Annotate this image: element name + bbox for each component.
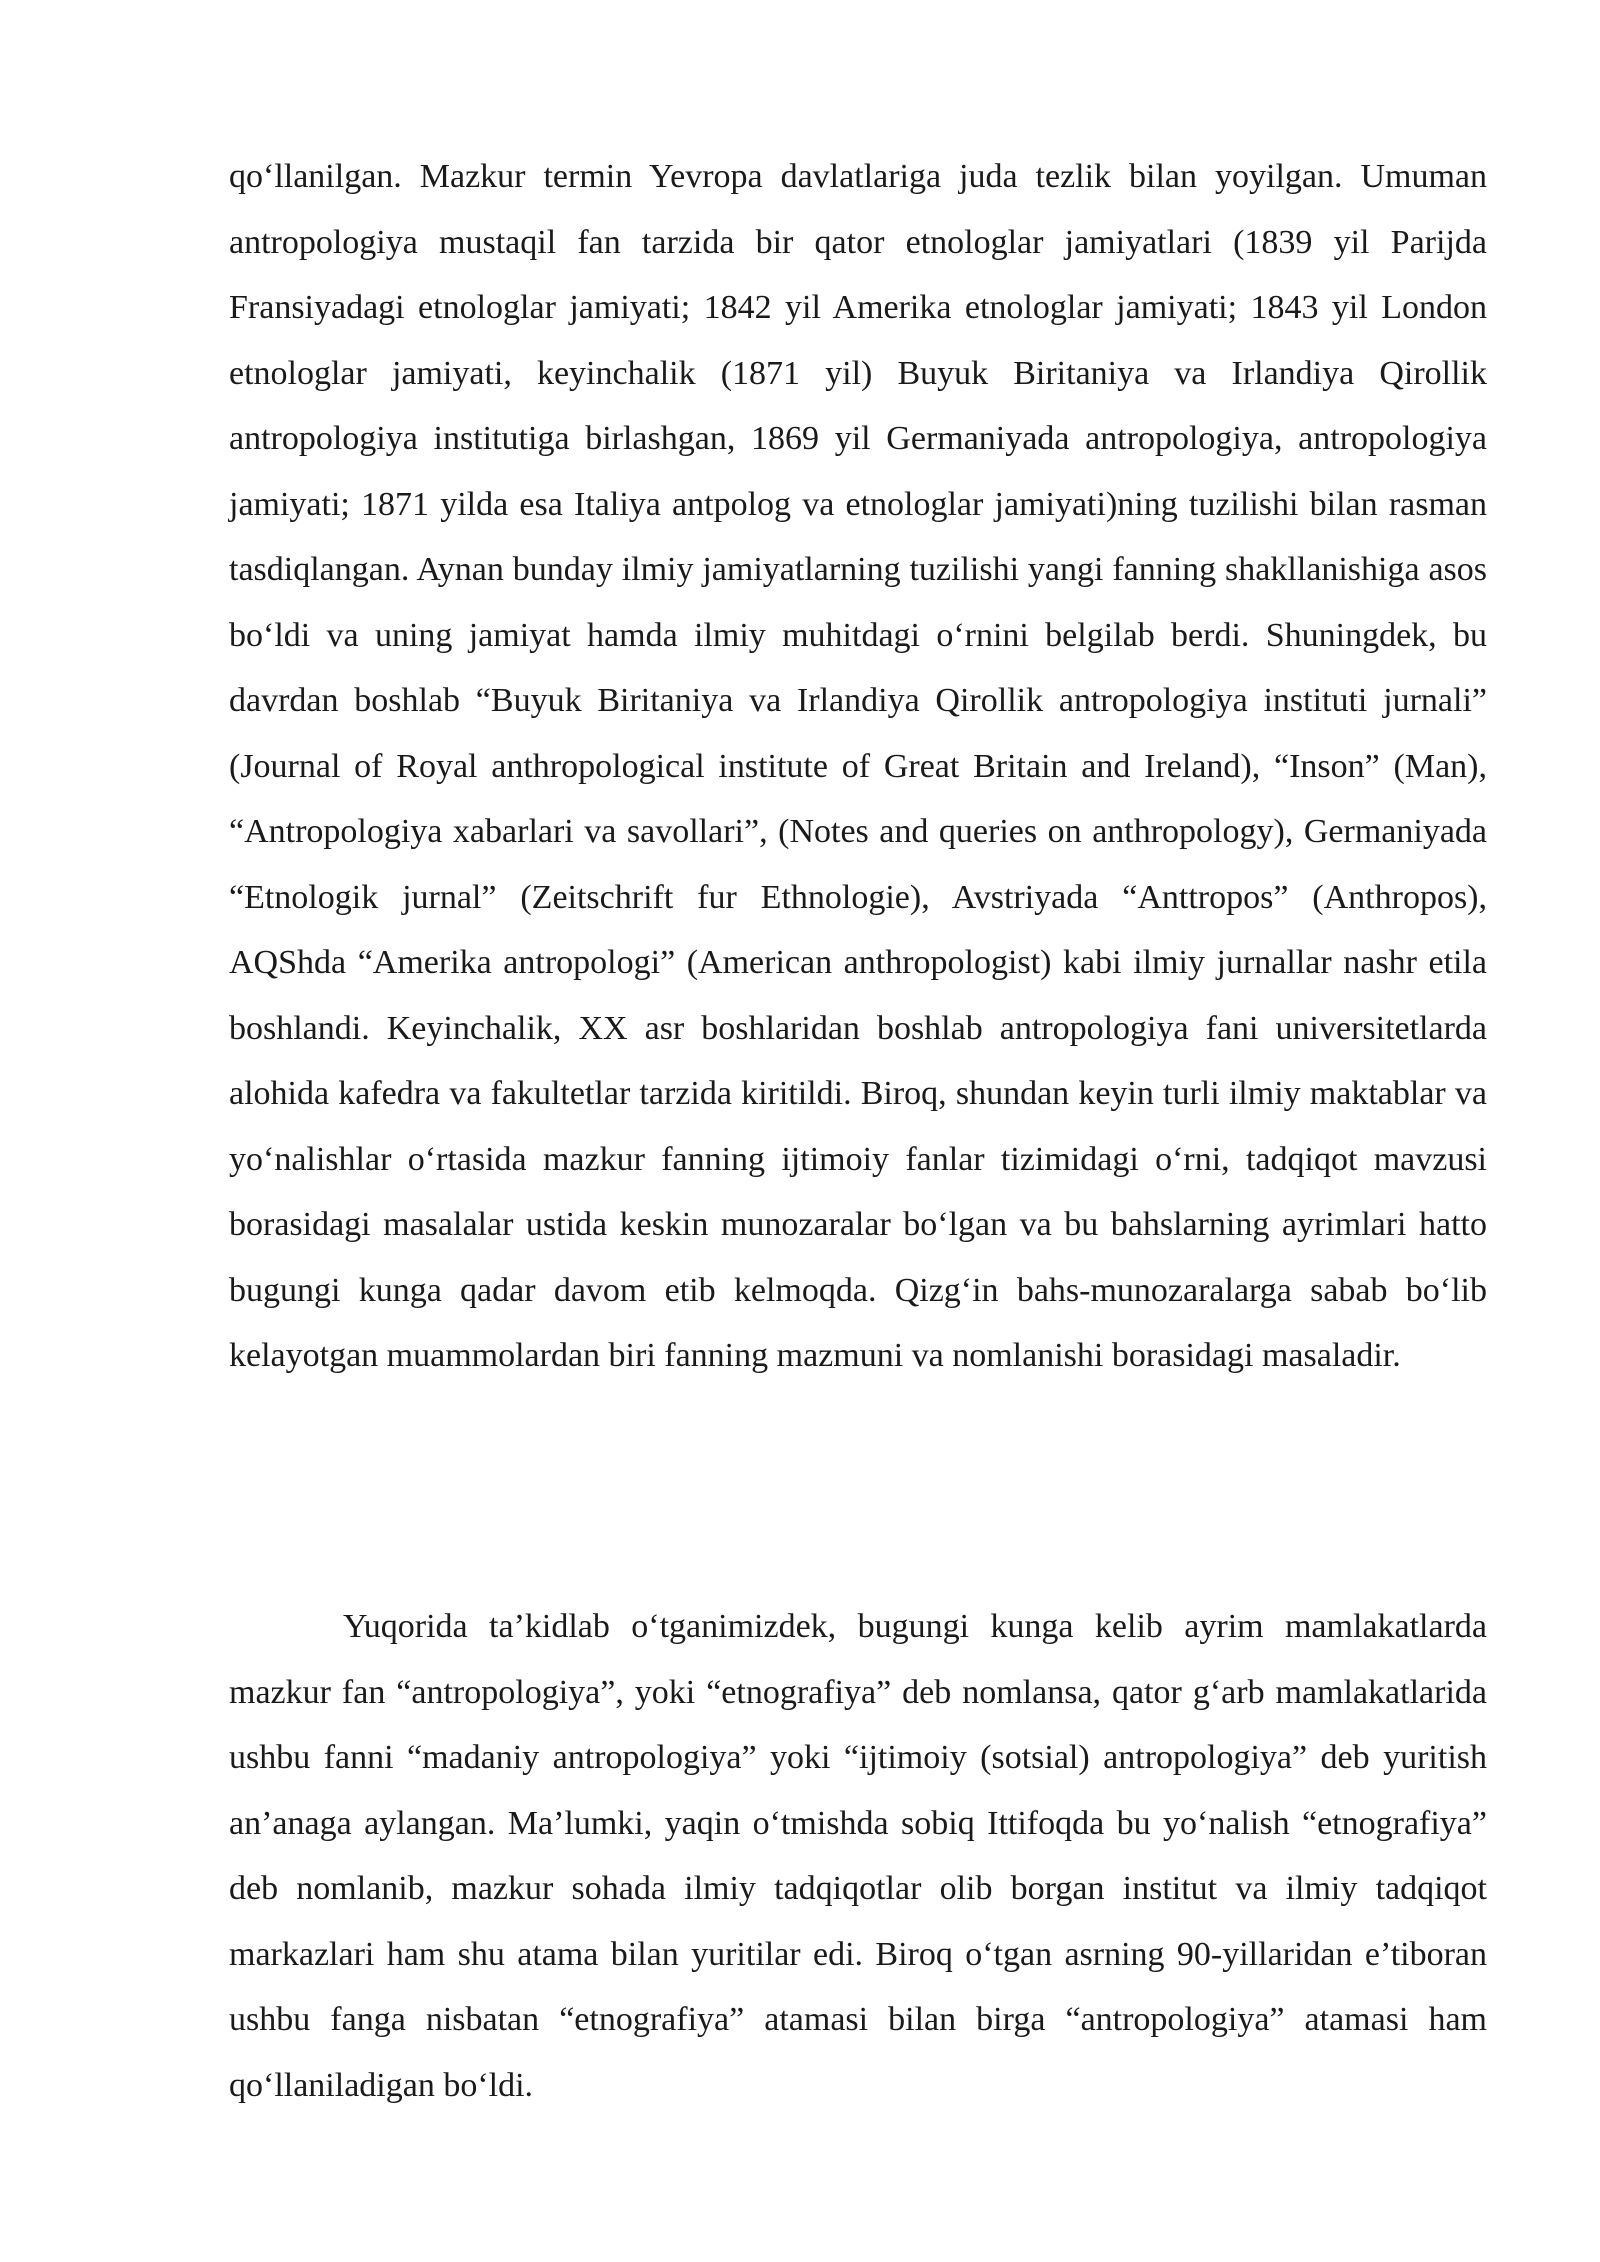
body-paragraph-1: qo‘llanilgan. Mazkur termin Yevropa davlatlariga juda tezlik bilan yoyilgan. Umuman antropologiya mustaqil fan tarzida bir qator etnologlar jamiyatlari (1839 yil Parijda Fransiyadagi etnologlar jamiyati; 1842 yil Amerika etnologlar jamiyati; 1843 yil London etnologlar jamiyati, keyinchalik (1871 yil) Buyuk Biritaniya va Irlandiya Qirollik antropologiya institutiga birlashgan, 1869 yil Germaniyada antropologiya, antropologiya jamiyati; 1871 yilda esa Italiya antpolog va etnologlar jamiyati)ning tuzilishi bilan rasman tasdiqlangan. Aynan bunday ilmiy jamiyatlarning tuzilishi yangi fanning shakllanishiga asos bo‘ldi va uning jamiyat hamda ilmiy muhitdagi o‘rnini belgilab berdi. Shuningdek, bu davrdan boshlab “Buyuk Biritaniya va Irlandiya Qirollik antropologiya instituti jurnali” (Journal of Royal anthropological institute of Great Britain and Ireland), “Inson” (Man), “Antropologiya xabarlari va savollari”, (Notes and queries on anthropology), Germaniyada “Etnologik jurnal” (Zeitschrift fur Ethnologie), Avstriyada “Anttropos” (Anthropos), AQShda “Amerika antropologi” (American anthropologist) kabi ilmiy jurnallar nashr etila boshlandi. Keyinchalik, XX asr boshlaridan boshlab antropologiya fani universitetlarda alohida kafedra va fakultetlar tarzida kiritildi. Biroq, shundan keyin turli ilmiy maktablar va yo‘nalishlar o‘rtasida mazkur fanning ijtimoiy fanlar tizimidagi o‘rni, tadqiqot mavzusi borasidagi masalalar ustida keskin munozaralar bo‘lgan va bu bahslarning ayrimlari hatto bugungi kunga qadar davom etib kelmoqda. Qizg‘in bahs-munozaralarga sabab bo‘lib kelayotgan muammolardan biri fanning mazmuni va nomlanishi borasidagi masaladir.	[229, 158, 1487, 1374]
body-paragraph-2: Yuqorida ta’kidlab o‘tganimizdek, bugungi kunga kelib ayrim mamlakatlarda mazkur fan “antropologiya”, yoki “etnografiya” deb nomlansa, qator g‘arb mamlakatlarida ushbu fanni “madaniy antropologiya” yoki “ijtimoiy (sotsial) antropologiya” deb yuritish an’anaga aylangan. Ma’lumki, yaqin o‘tmishda sobiq Ittifoqda bu yo‘nalish “etnografiya” deb nomlanib, mazkur sohada ilmiy tadqiqotlar olib borgan institut va ilmiy tadqiqot markazlari ham shu atama bilan yuritilar edi. Biroq o‘tgan asrning 90-yillaridan e’tiboran ushbu fanga nisbatan “etnografiya” atamasi bilan birga “antropologiya” atamasi ham qo‘llaniladigan bo‘ldi.	[229, 1608, 1487, 2104]
